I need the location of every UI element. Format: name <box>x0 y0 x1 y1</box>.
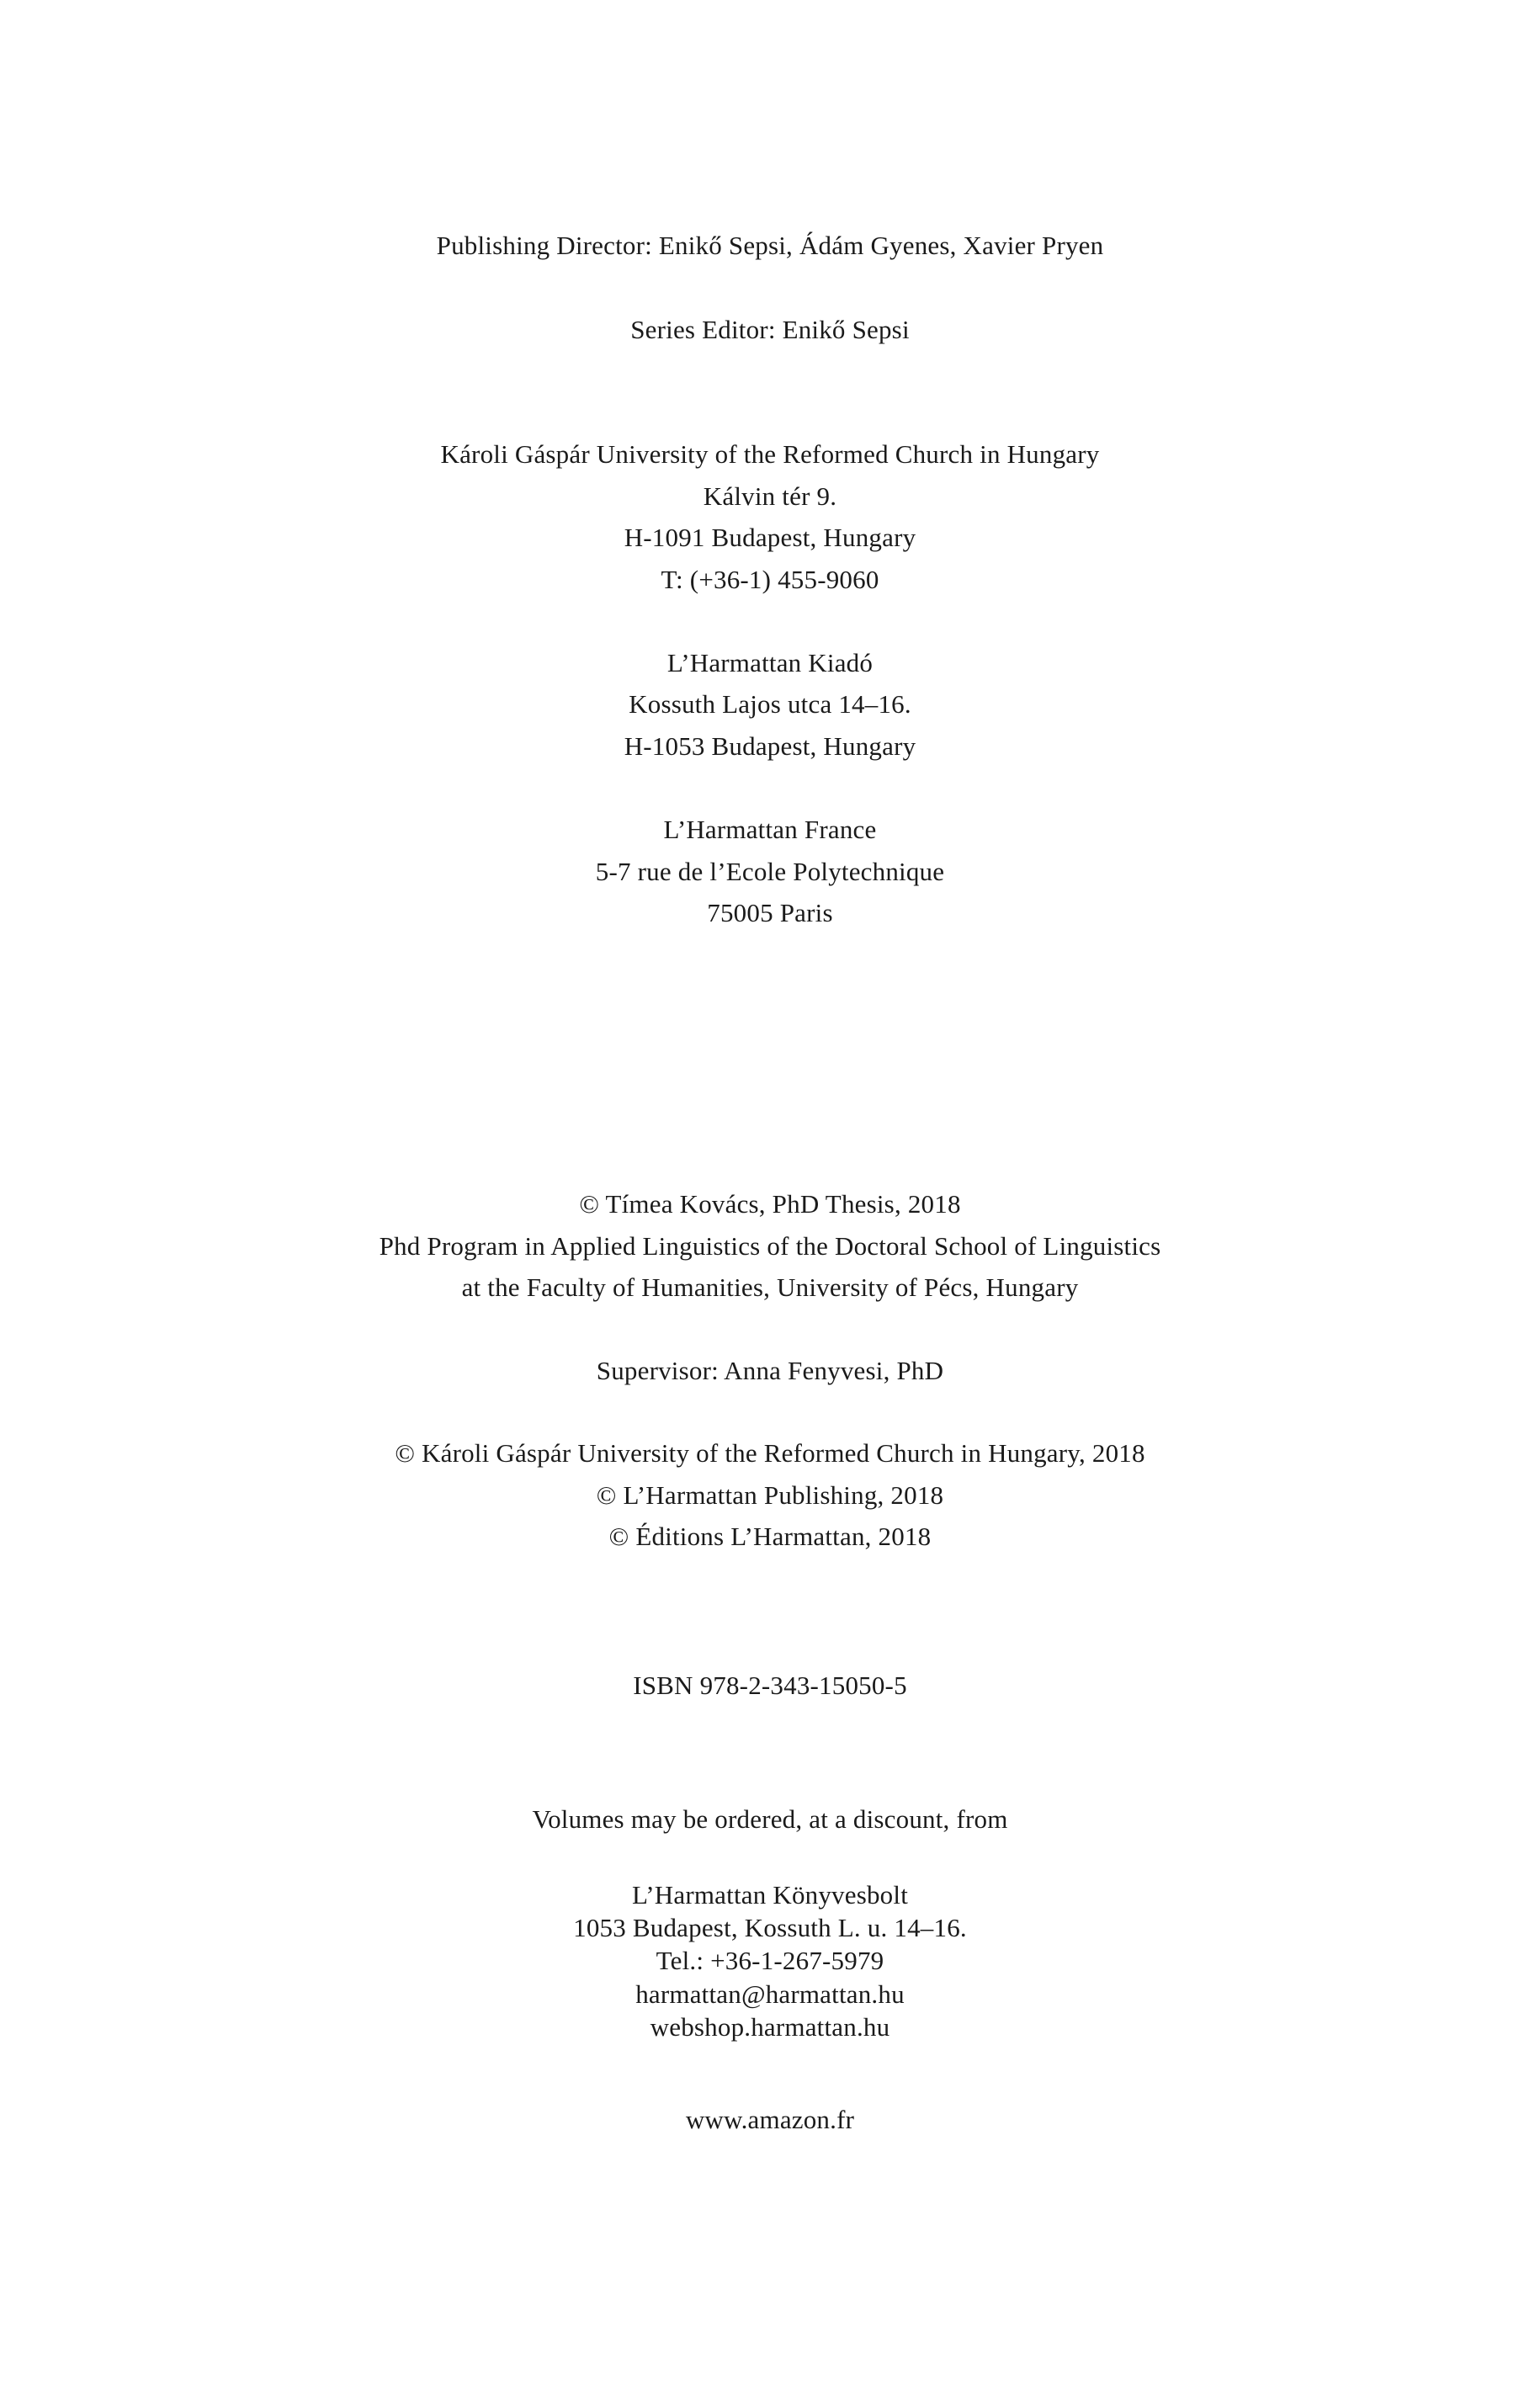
thesis-faculty: at the Faculty of Humanities, University of Pécs, Hungary <box>461 1272 1079 1302</box>
bookshop-name: L’Harmattan Könyvesbolt <box>631 1880 909 1910</box>
publishing-director: Publishing Director: Enikő Sepsi, Ádám Gyenes, Xavier Pryen <box>436 231 1104 260</box>
amazon-url: www.amazon.fr <box>685 2105 855 2134</box>
publisher-karoli-name: Károli Gáspár University of the Reformed Church in Hungary <box>440 439 1100 469</box>
publisher-france-address-2: 75005 Paris <box>707 898 833 927</box>
bookshop-phone: Tel.: +36-1-267-5979 <box>656 1946 884 1975</box>
thesis-supervisor: Supervisor: Anna Fenyvesi, PhD <box>596 1356 944 1385</box>
bookshop-email: harmattan@harmattan.hu <box>635 1979 905 2009</box>
publisher-kiado-address-1: Kossuth Lajos utca 14–16. <box>629 689 911 719</box>
publisher-kiado-name: L’Harmattan Kiadó <box>666 648 874 677</box>
thesis-copyright: © Tímea Kovács, PhD Thesis, 2018 <box>579 1189 961 1219</box>
copyright-harmattan-publishing: © L’Harmattan Publishing, 2018 <box>596 1480 944 1510</box>
publisher-kiado-address-2: H-1053 Budapest, Hungary <box>624 731 916 761</box>
publisher-france-address-1: 5-7 rue de l’Ecole Polytechnique <box>595 857 945 886</box>
copyright-editions-harmattan: © Éditions L’Harmattan, 2018 <box>608 1522 932 1551</box>
bookshop-address: 1053 Budapest, Kossuth L. u. 14–16. <box>573 1913 967 1942</box>
publisher-karoli-phone: T: (+36-1) 455-9060 <box>661 565 879 594</box>
publisher-france-name: L’Harmattan France <box>663 815 877 844</box>
series-editor: Series Editor: Enikő Sepsi <box>630 315 910 344</box>
thesis-program: Phd Program in Applied Linguistics of the Doctoral School of Linguistics <box>379 1231 1161 1261</box>
webshop-url: webshop.harmattan.hu <box>650 2012 890 2042</box>
copyright-karoli: © Károli Gáspár University of the Reformed Church in Hungary, 2018 <box>395 1438 1145 1468</box>
publisher-karoli-address-1: Kálvin tér 9. <box>703 481 837 511</box>
publisher-karoli-address-2: H-1091 Budapest, Hungary <box>624 523 916 552</box>
ordering-intro: Volumes may be ordered, at a discount, from <box>532 1804 1008 1834</box>
isbn: ISBN 978-2-343-15050-5 <box>633 1671 907 1700</box>
